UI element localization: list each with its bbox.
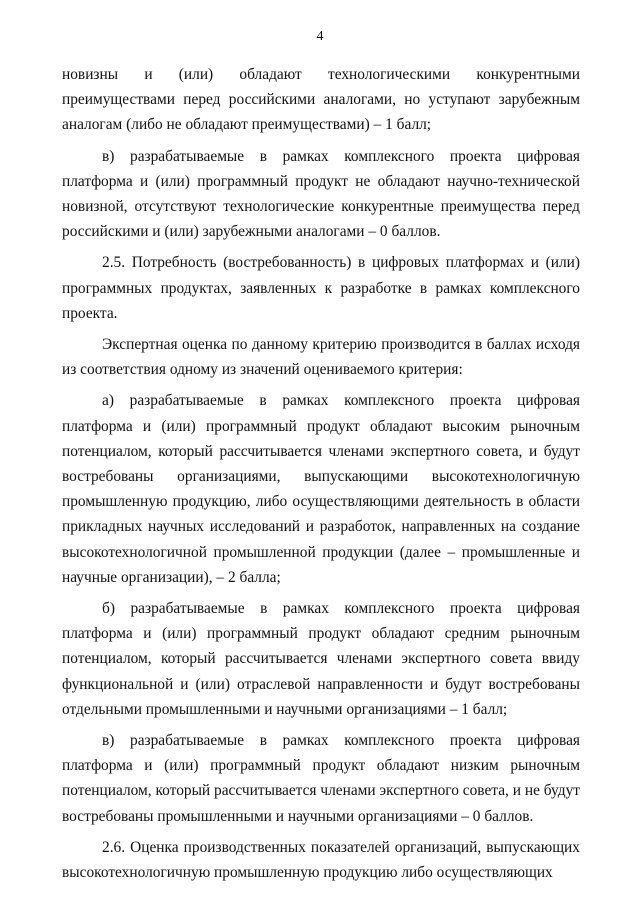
paragraph-item-v-novelty: в) разрабатываемые в рамках комплексного проекта цифровая платформа и (или) программный продукт не обладают научно-технической новизной, отсутствуют технологические конкурентные преимущества перед российскими и (или) зарубежными аналогами – 0 баллов. [62,147,580,241]
paragraph-item-b-demand: б) разрабатываемые в рамках комплексного проекта цифровая платформа и (или) программный продукт обладают средним рыночным потенциалом, который рассчитывается членами экспертного совета ввиду функциональной и (или) отраслевой направленности и будут востребованы отдельными промышленными и научными организациями – 1 балл; [62,600,580,718]
section-2-6-heading: 2.6. Оценка производственных показателей организаций, выпускающих высокотехнологичную промышленную продукцию либо осуществляющих [62,838,580,882]
paragraph-continuation: новизны и (или) обладают технологическими конкурентными преимуществами перед российскими аналогами, но уступают зарубежным аналогам (либо не обладают преимуществами) – 1 балл; [62,66,580,134]
paragraph-item-v-demand: в) разрабатываемые в рамках комплексного проекта цифровая платформа и (или) программный продукт обладают низким рыночным потенциалом, который рассчитывается членами экспертного совета, и не будут востребованы промышленными и научными организациями – 0 баллов. [62,732,580,825]
document-body [62,62,580,891]
paragraph-expert-assessment: Экспертная оценка по данному критерию производится в баллах исходя из соответствия одному из значений оцениваемого критерия: [62,336,580,379]
section-2-5-heading: 2.5. Потребность (востребованность) в цифровых платформах и (или) программных продуктах, заявленных к разработке в рамках комплексного проекта. [62,254,580,322]
paragraph-item-a-demand: а) разрабатываемые в рамках комплексного проекта цифровая платформа и (или) программный продукт обладают высоким рыночным потенциалом, который рассчитывается членами экспертного совета, и будут востребованы организациями, выпускающими высокотехнологичную промышленную продукцию, либо осуществляющими деятельность в области прикладных научных исследований и разработок, направленных на создание высокотехнологичной промышленной продукции (далее – промышленные и научные организации), – 2 балла; [62,392,580,586]
page-number: 4 [316,29,324,44]
